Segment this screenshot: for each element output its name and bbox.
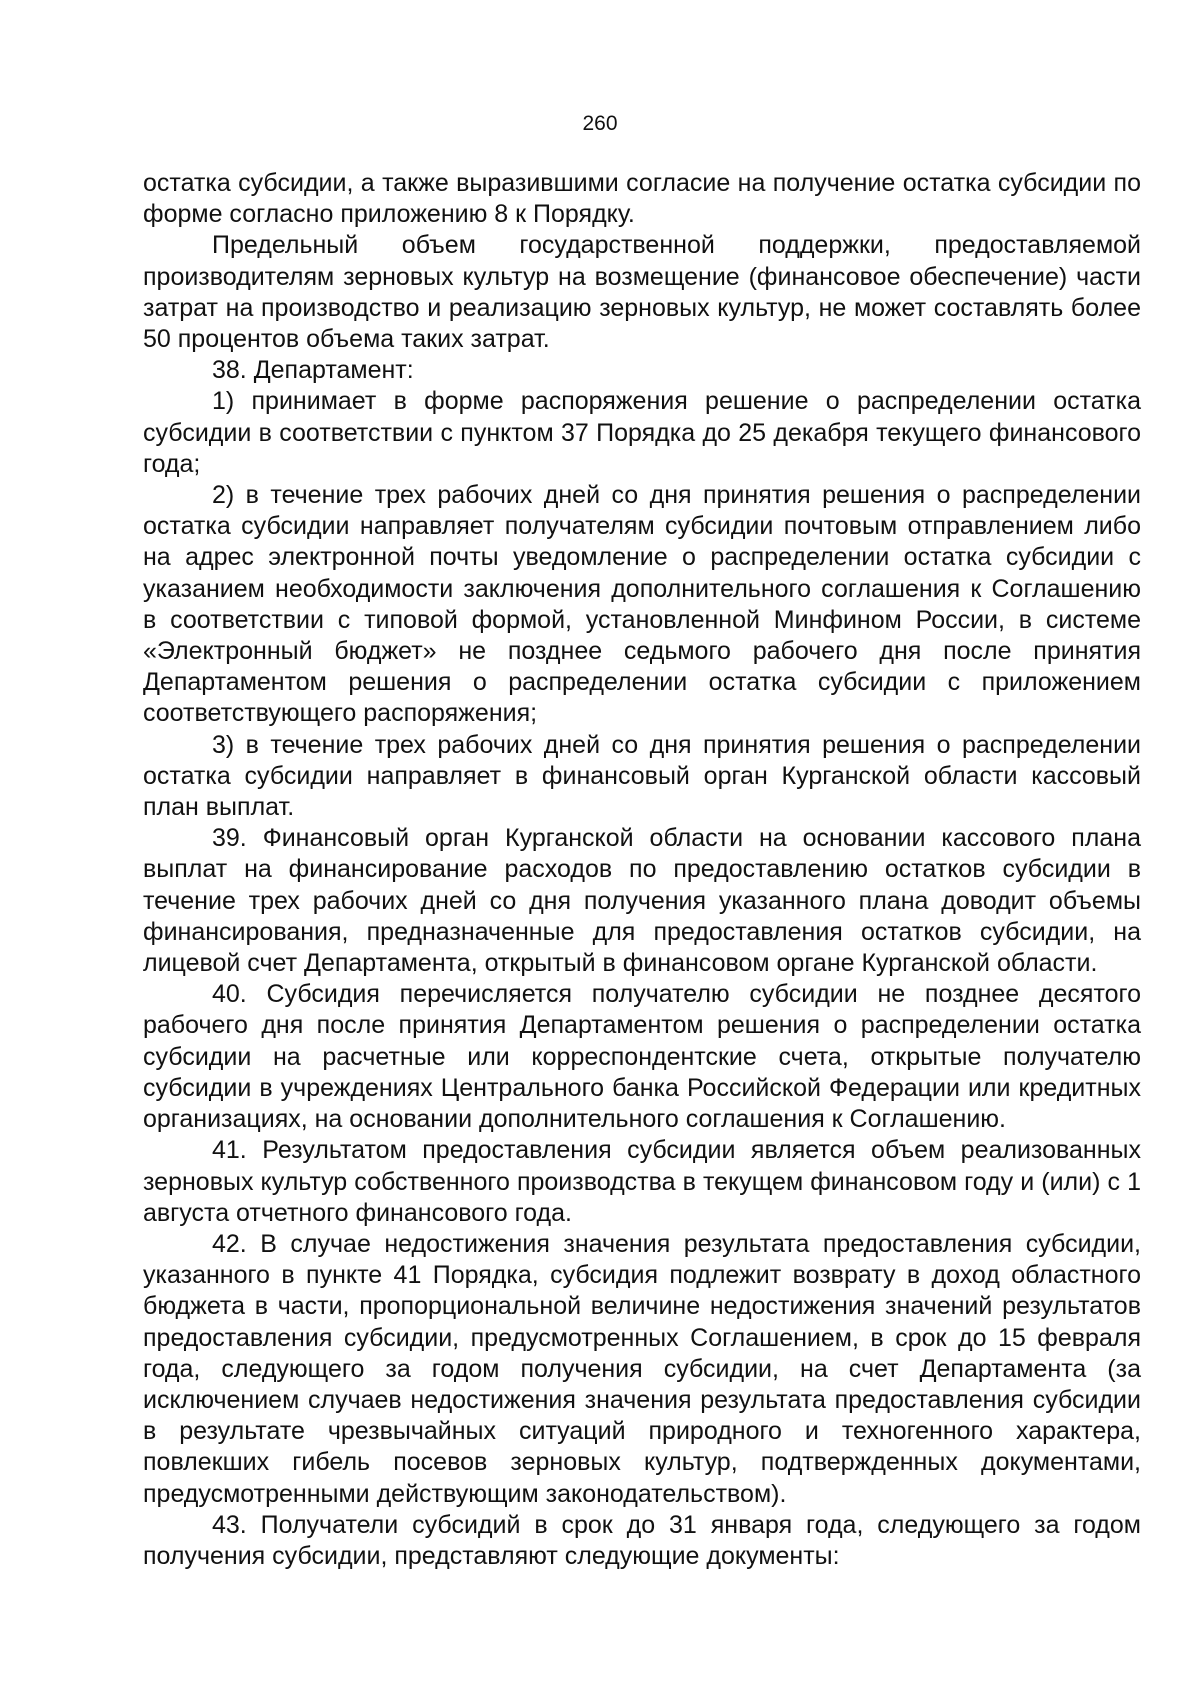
paragraph-38-item-2: 2) в течение трех рабочих дней со дня принятия решения о распределении остатка субсидии направляет получателям субсидии почтовым отправлением либо на адрес электронной почты уведомление о распределении остатка субсидии с указанием необходимости заключения дополнительного соглашения к Соглашению в соответствии с типовой формой, установленной Минфином России, в системе «Электронный бюджет» не позднее седьмого рабочего дня после принятия Департаментом решения о распределении остатка субсидии с приложением соответствующего распоряжения; [143, 481, 1141, 728]
paragraph-40: 40. Субсидия перечисляется получателю субсидии не позднее десятого рабочего дня после принятия Департаментом решения о распределении остатка субсидии на расчетные или корреспондентские счета, открытые получателю субсидии в учреждениях Центрального банка Российской Федерации или кредитных организациях, на основании дополнительного соглашения к Соглашению. [143, 980, 1141, 1134]
paragraph-38-item-3: 3) в течение трех рабочих дней со дня принятия решения о распределении остатка субсидии направляет в финансовый орган Курганской области кассовый план выплат. [143, 730, 1141, 822]
paragraph-continuation: остатка субсидии, а также выразившими согласие на получение остатка субсидии по форме согласно приложению 8 к Порядку. [143, 169, 1141, 229]
paragraph-43: 43. Получатели субсидий в срок до 31 января года, следующего за годом получения субсидии, представляют следующие документы: [143, 1510, 1141, 1570]
paragraph-support-limit: Предельный объем государственной поддержки, предоставляемой производителям зерновых культур на возмещение (финансовое обеспечение) части затрат на производство и реализацию зерновых культур, не может составлять более 50 процентов объема таких затрат. [143, 231, 1141, 354]
paragraph-38-item-1: 1) принимает в форме распоряжения решение о распределении остатка субсидии в соответствии с пунктом 37 Порядка до 25 декабря текущего финансового года; [143, 387, 1141, 478]
document-body [143, 168, 1141, 1572]
paragraph-39: 39. Финансовый орган Курганской области на основании кассового плана выплат на финансирование расходов по предоставлению остатков субсидии в течение трех рабочих дней со дня получения указанного плана доводит объемы финансирования, предназначенные для предоставления остатков субсидии, на лицевой счет Департамента, открытый в финансовом органе Курганской области. [143, 824, 1141, 978]
paragraph-42: 42. В случае недостижения значения результата предоставления субсидии, указанного в пункте 41 Порядка, субсидия подлежит возврату в доход областного бюджета в части, пропорциональной величине недостижения значений результатов предоставления субсидии, предусмотренных Соглашением, в срок до 15 февраля года, следующего за годом получения субсидии, на счет Департамента (за исключением случаев недостижения значения результата предоставления субсидии в результате чрезвычайных ситуаций природного и техногенного характера, повлекших гибель посевов зерновых культур, подтвержденных документами, предусмотренными действующим законодательством). [143, 1229, 1141, 1508]
paragraph-41: 41. Результатом предоставления субсидии является объем реализованных зерновых культур собственного производства в текущем финансовом году и (или) с 1 августа отчетного финансового года. [143, 1136, 1141, 1227]
paragraph-38-heading: 38. Департамент: [212, 356, 414, 385]
page-number: 260 [582, 112, 618, 135]
